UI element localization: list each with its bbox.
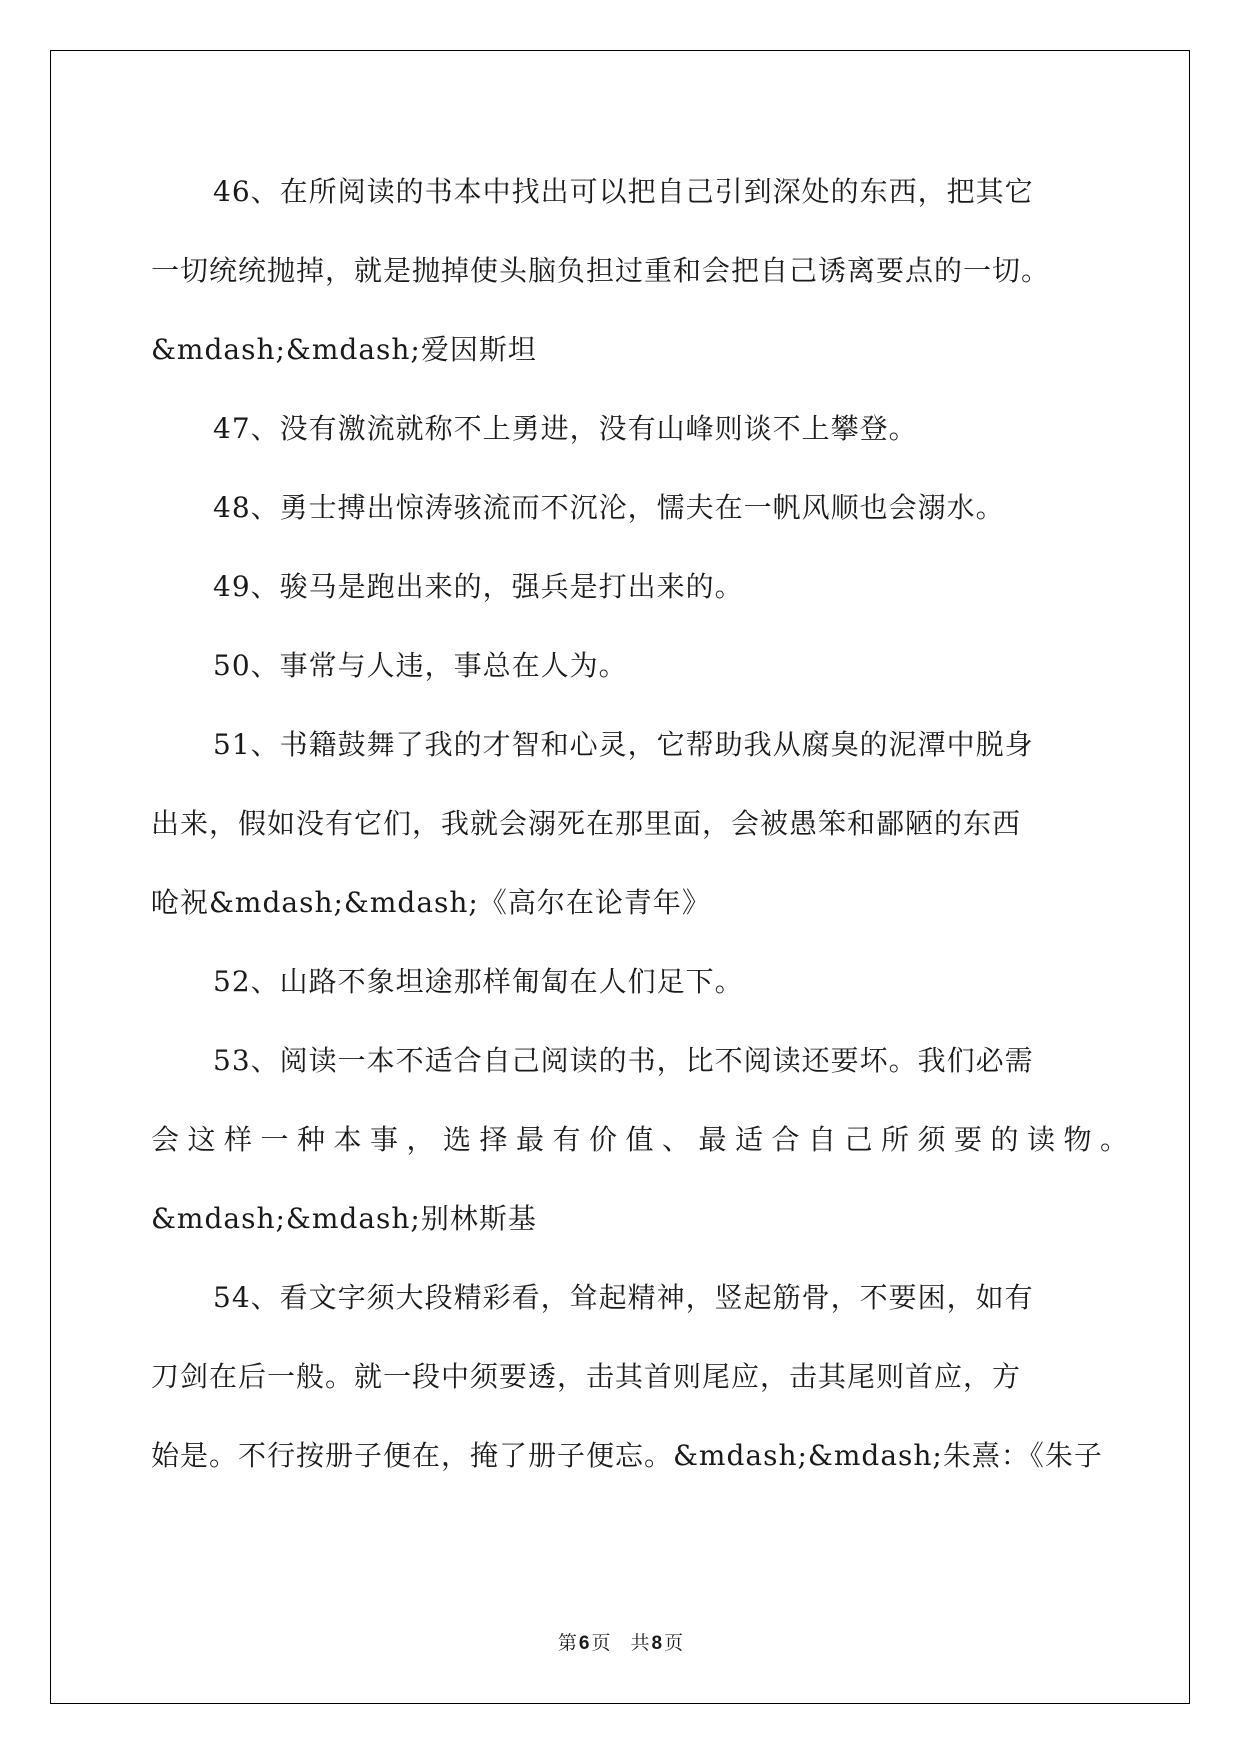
- paragraph-53-line-1: 53、阅读一本不适合自己阅读的书，比不阅读还要坏。我们必需: [213, 1044, 1034, 1077]
- footer-page-total: 8: [651, 1633, 663, 1654]
- footer-total-prefix: 共: [630, 1632, 650, 1654]
- paragraph-52: 52、山路不象坦途那样匍匐在人们足下。: [213, 965, 744, 998]
- paragraph-46-line-1: 46、在所阅读的书本中找出可以把自己引到深处的东西，把其它: [213, 175, 1034, 208]
- paragraph-51-line-1: 51、书籍鼓舞了我的才智和心灵，它帮助我从腐臭的泥潭中脱身: [213, 728, 1034, 761]
- paragraph-53-line-2: 会这样一种本事，选择最有价值、最适合自己所须要的读物。: [151, 1123, 1137, 1156]
- paragraph-51-line-3: 呛祝&mdash;&mdash;《高尔在论青年》: [151, 886, 711, 919]
- footer-total-suffix: 页: [664, 1632, 684, 1654]
- paragraph-46-attribution: &mdash;&mdash;爱因斯坦: [151, 333, 537, 366]
- page-footer: [0, 1631, 1241, 1656]
- paragraph-46-line-2: 一切统统抛掉，就是抛掉使头脑负担过重和会把自己诱离要点的一切。: [151, 254, 1051, 287]
- paragraph-54-line-3: 始是。不行按册子便在，掩了册子便忘。&mdash;&mdash;朱熹：《朱子: [151, 1439, 1103, 1472]
- paragraph-54-line-1: 54、看文字须大段精彩看，耸起精神，竖起筋骨，不要困，如有: [213, 1281, 1034, 1314]
- paragraph-54-line-2: 刀剑在后一般。就一段中须要透，击其首则尾应，击其尾则首应，方: [151, 1360, 1022, 1393]
- paragraph-48: 48、勇士搏出惊涛骇流而不沉沦，懦夫在一帆风顺也会溺水。: [213, 491, 1005, 524]
- paragraph-53-attribution: &mdash;&mdash;别林斯基: [151, 1202, 537, 1235]
- paragraph-49: 49、骏马是跑出来的，强兵是打出来的。: [213, 570, 744, 603]
- footer-page-current: 6: [578, 1633, 590, 1654]
- footer-page-suffix: 页: [591, 1632, 611, 1654]
- footer-page-prefix: 第: [557, 1632, 577, 1654]
- paragraph-50: 50、事常与人违，事总在人为。: [213, 649, 628, 682]
- paragraph-51-line-2: 出来，假如没有它们，我就会溺死在那里面，会被愚笨和鄙陋的东西: [151, 807, 1022, 840]
- paragraph-47: 47、没有激流就称不上勇进，没有山峰则谈不上攀登。: [213, 412, 918, 445]
